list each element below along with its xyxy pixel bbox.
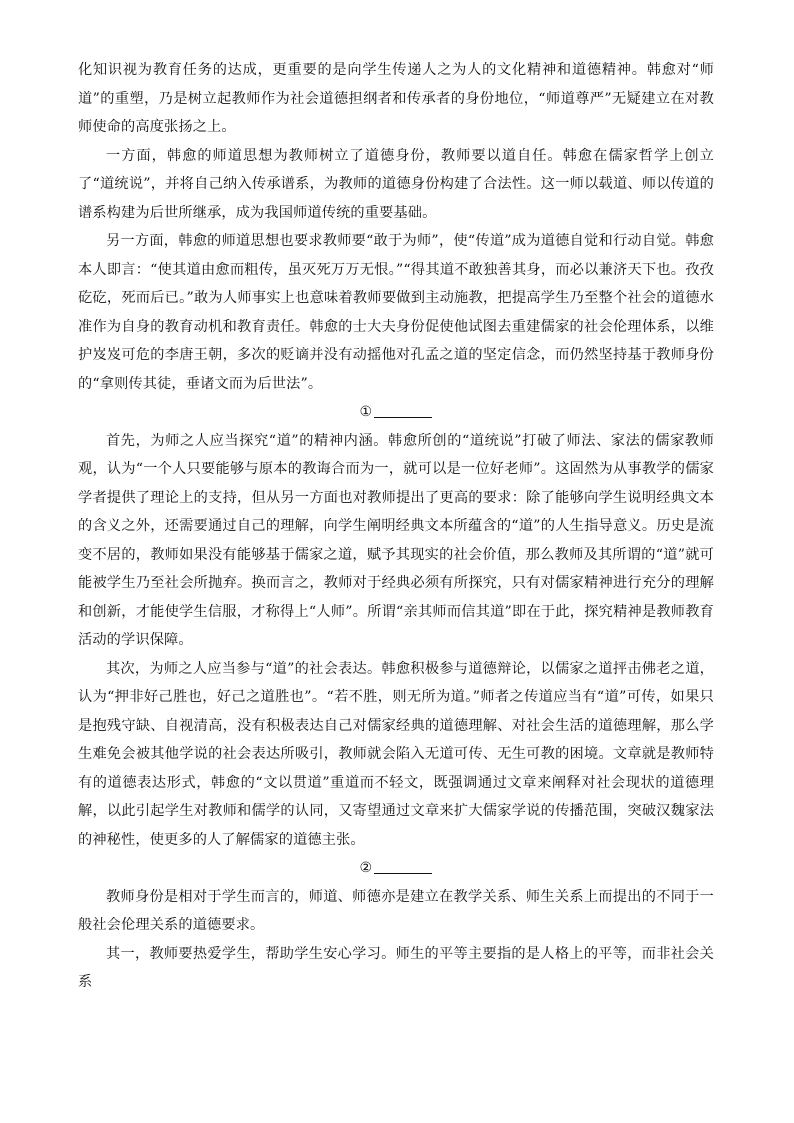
answer-blank-line <box>374 873 432 874</box>
paragraph: 其次，为师之人应当参与“道”的社会表达。韩愈积极参与道德辩论，以儒家之道抨击佛老之道，认为“押非好己胜也，好己之道胜也”。“若不胜，则无所为道。”师者之传道应当有“道”可传，如果只是抱残守缺、自视清高，没有积极表达自己对儒家经典的道德理解、对社会生活的道德理解，那么学生难免会被其他学说的社会表达所吸引，教师就会陷入无道可传、无生可教的困境。文章就是教师特有的道德表达形式，韩愈的“文以贯道”重道而不轻文，既强调通过文章来阐释对社会现状的道德理解，以此引起学生对教师和儒学的认同，又寄望通过文章来扩大儒家学说的传播范围，突破汉魏家法的神秘性，使更多的人了解儒家的道德主张。 <box>78 660 714 848</box>
paragraph: 一方面，韩愈的师道思想为教师树立了道德身份，教师要以道自任。韩愈在儒家哲学上创立了“道统说”，并将自己纳入传承谱系，为教师的道德身份构建了合法性。这一师以载道、师以传道的谱系构建为后世所继承，成为我国师道传统的重要基础。 <box>78 147 714 221</box>
blank-number: ① <box>359 404 373 420</box>
paragraph: 首先，为师之人应当探究“道”的精神内涵。韩愈所创的“道统说”打破了师法、家法的儒家教师观，认为“一个人只要能够与原本的教诲合而为一，就可以是一位好老师”。这固然为从事教学的儒家学者提供了理论上的支持，但从另一方面也对教师提出了更高的要求：除了能够向学生说明经典文本的含义之外，还需要通过自己的理解，向学生阐明经典文本所蕴含的“道”的人生指导意义。历史是流变不居的，教师如果没有能够基于儒家之道，赋予其现实的社会价值，那么教师及其所谓的“道”就可能被学生乃至社会所抛弃。换而言之，教师对于经典必须有所探究，只有对儒家精神进行充分的理解和创新，才能使学生信服，才称得上“人师”。所谓“亲其师而信其道”即在于此，探究精神是教师教育活动的学识保障。 <box>78 432 714 648</box>
paragraph: 化知识视为教育任务的达成，更重要的是向学生传递人之为人的文化精神和道德精神。韩愈对“师道”的重塑，乃是树立起教师作为社会道德担纲者和传承者的身份地位，“师道尊严”无疑建立在对教师使命的高度张扬之上。 <box>78 62 714 135</box>
paragraph: 另一方面，韩愈的师道思想也要求教师要“敢于为师”，使“传道”成为道德自觉和行动自觉。韩愈本人即言：“使其道由愈而粗传，虽灭死万万无恨。”“得其道不敢独善其身，而必以兼济天下也。孜孜矻矻，死而后已。”敢为人师事实上也意味着教师要做到主动施教，把提高学生乃至整个社会的道德水准作为自身的教育动机和教育责任。韩愈的士大夫身份促使他试图去重建儒家的社会伦理体系，以维护岌岌可危的李唐王朝，多次的贬谪并没有动摇他对孔孟之道的坚定信念，而仍然坚持基于教师身份的“拿则传其徒，垂诸文而为后世法”。 <box>78 233 714 392</box>
paragraph: 其一，教师要热爱学生，帮助学生安心学习。师生的平等主要指的是人格上的平等，而非社会关系 <box>78 945 714 990</box>
section-heading-blank-1 <box>78 398 714 427</box>
paragraph: 教师身份是相对于学生而言的，师道、师德亦是建立在教学关系、师生关系上而提出的不同于一般社会伦理关系的道德要求。 <box>78 888 714 933</box>
blank-number: ② <box>359 860 373 876</box>
document-page <box>78 56 714 997</box>
section-heading-blank-2 <box>78 854 714 883</box>
answer-blank-line <box>374 417 432 418</box>
